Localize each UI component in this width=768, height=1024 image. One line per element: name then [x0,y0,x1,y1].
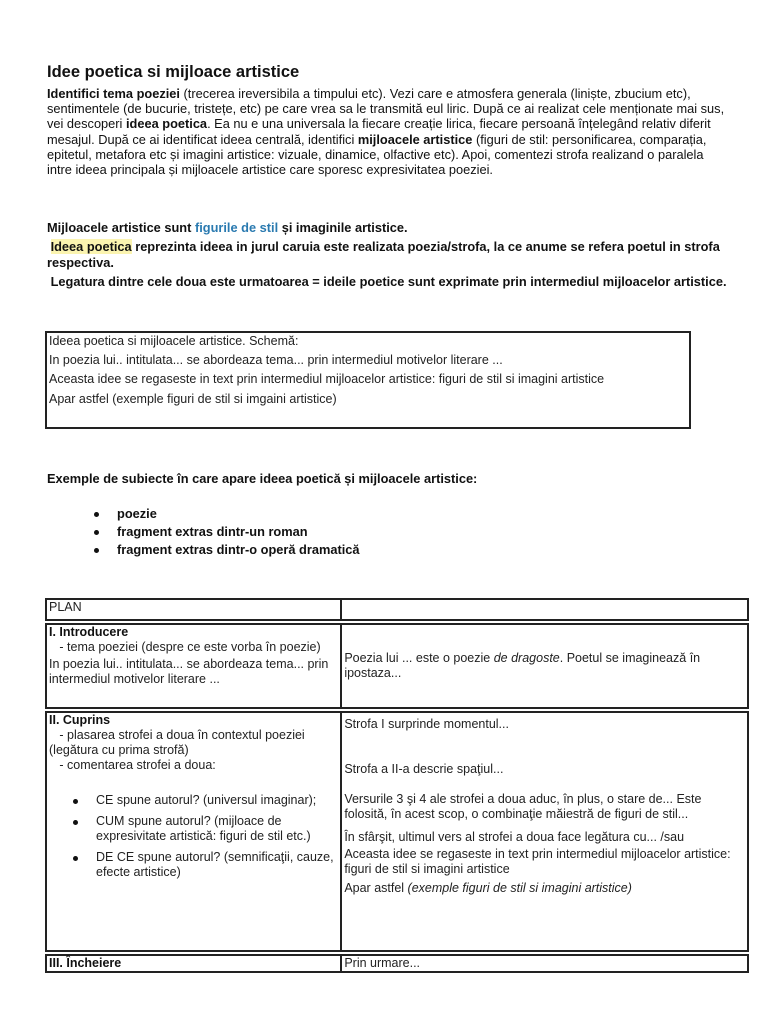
cuprins-line-1: - plasarea strofei a doua în contextul poeziei (legătura cu prima strofă) [49,728,309,757]
intro-bold-1: Identifici tema poeziei [47,86,180,101]
figurile-de-stil-link[interactable]: figurile de stil [194,220,279,235]
schema-line-4: Apar astfel (exemple figuri de stil si imgaini artistice) [49,392,337,406]
p1-text-b: și imaginile artistice. [278,220,408,235]
paragraph-legatura [47,274,727,290]
table-row [45,598,749,621]
cuprins-cell [45,711,342,952]
incheiere-heading: III. Încheiere [49,956,122,970]
cuprins-right-1: Strofa I surprinde momentul... [344,717,509,731]
intro-right-b: . Poetul se imaginează în ipostaza... [344,651,701,680]
introducere-line-2: In poezia lui.. intitulata... se abordeaza tema... prin intermediul motivelor literare ... [49,657,329,686]
p2-text-b: reprezinta ideea in jurul caruia este realizata poezia/strofa, la ce anume se refera poetul in strofa respectiva. [47,239,720,270]
cuprins-right-6a: Apar astfel [344,881,408,895]
examples-heading: Exemple de subiecte în care apare ideea poetică și mijloacele artistice: [47,471,478,486]
list-item: fragment extras dintr-un roman [94,523,360,541]
cuprins-right-cell [342,711,749,952]
list-item: CUM spune autorul? (mijloace de expresivitate artistică: figuri de stil etc.) [96,814,338,844]
table-row [45,623,749,709]
intro-bold-5: mijloacele artistice [357,131,473,147]
p3-text: Legatura dintre cele doua este urmatoarea = ideile poetice sunt exprimate prin intermediul mijloacelor artistice. [50,274,727,289]
list-item: CE spune autorul? (universul imaginar); [96,793,338,808]
cuprins-right-4: În sfârşit, ultimul vers al strofei a doua face legătura cu... /sau [344,830,685,844]
plan-table [45,596,749,975]
cuprins-right-6em: (exemple figuri de stil si imagini artistice) [407,881,632,895]
plan-header-empty-cell [342,598,749,621]
intro-paragraph [47,86,727,177]
list-item: fragment extras dintr-o operă dramatică [94,541,360,559]
schema-line-3: Aceasta idee se regaseste in text prin intermediul mijloacelor artistice: figuri de stil si imagini artistice [49,372,605,386]
table-row [45,711,749,952]
cuprins-right-6 [344,881,745,896]
schema-box [45,331,691,429]
intro-text-4: . Ea nu e una universala la fiecare creație lirica, fiecare persoană înțelegând relativ diferit mesajul. După ce ai identificat ideea centrală, identifici [47,116,711,147]
cuprins-line-2: - comentarea strofei a doua: [49,758,216,772]
paragraph-mijloace [47,220,727,236]
cuprins-questions-list [49,793,338,880]
list-item: poezie [94,505,360,523]
plan-header-cell: PLAN [45,598,342,621]
introducere-cell [45,623,342,709]
table-row [45,954,749,973]
intro-bold-3: ideea poetica [125,116,208,132]
introducere-line-1: - tema poeziei (despre ce este vorba în poezie) [49,640,321,654]
intro-text-6: (figuri de stil: personificarea, comparația, epitetul, metafora etc și imagini artistice: vizuale, dinamice, olfactive etc). Apoi, comentezi strofa realizand o paralela intre ideea principala și mijloacele artistice care sporesc expresivitatea poeziei. [47,131,707,178]
introducere-heading: I. Introducere [49,625,129,639]
intro-right-a: Poezia lui ... este o poezie [344,651,494,665]
page-title: Idee poetica si mijloace artistice [47,63,300,81]
examples-list [94,505,360,559]
incheiere-right-cell: Prin urmare... [342,954,749,973]
schema-line-1: Ideea poetica si mijloacele artistice. Schemă: [49,334,299,348]
introducere-right-cell [342,623,749,709]
schema-line-2: In poezia lui.. intitulata... se abordeaza tema... prin intermediul motivelor literare ... [49,353,503,367]
cuprins-right-5: Aceasta idee se regaseste in text prin intermediul mijloacelor artistice: figuri de stil si imagini artistice [344,847,731,876]
cuprins-right-3: Versurile 3 şi 4 ale strofei a doua aduc, în plus, o stare de... Este folosită, în acest scop, o combinaţie măiestră de figuri de stil... [344,792,702,821]
p1-text-a: Mijloacele artistice sunt [47,220,195,235]
incheiere-cell [45,954,342,973]
list-item: DE CE spune autorul? (semnificaţii, cauze, efecte artistice) [96,850,338,880]
cuprins-heading: II. Cuprins [49,713,111,727]
cuprins-right-2: Strofa a II-a descrie spaţiul... [344,762,504,776]
intro-text-2: (trecerea ireversibila a timpului etc). Vezi care e atmosfera generala (liniște, zbucium etc), sentimentele (de bucurie, tristețe, etc) pe care vrea sa le transmită eul liric. După ce ai realizat cele menționate mai sus, vei descoperi [47,86,725,132]
intro-right-em: de dragoste [493,651,560,665]
paragraph-ideea-poetica [47,239,727,271]
ideea-poetica-highlight: Ideea poetica [50,239,132,254]
